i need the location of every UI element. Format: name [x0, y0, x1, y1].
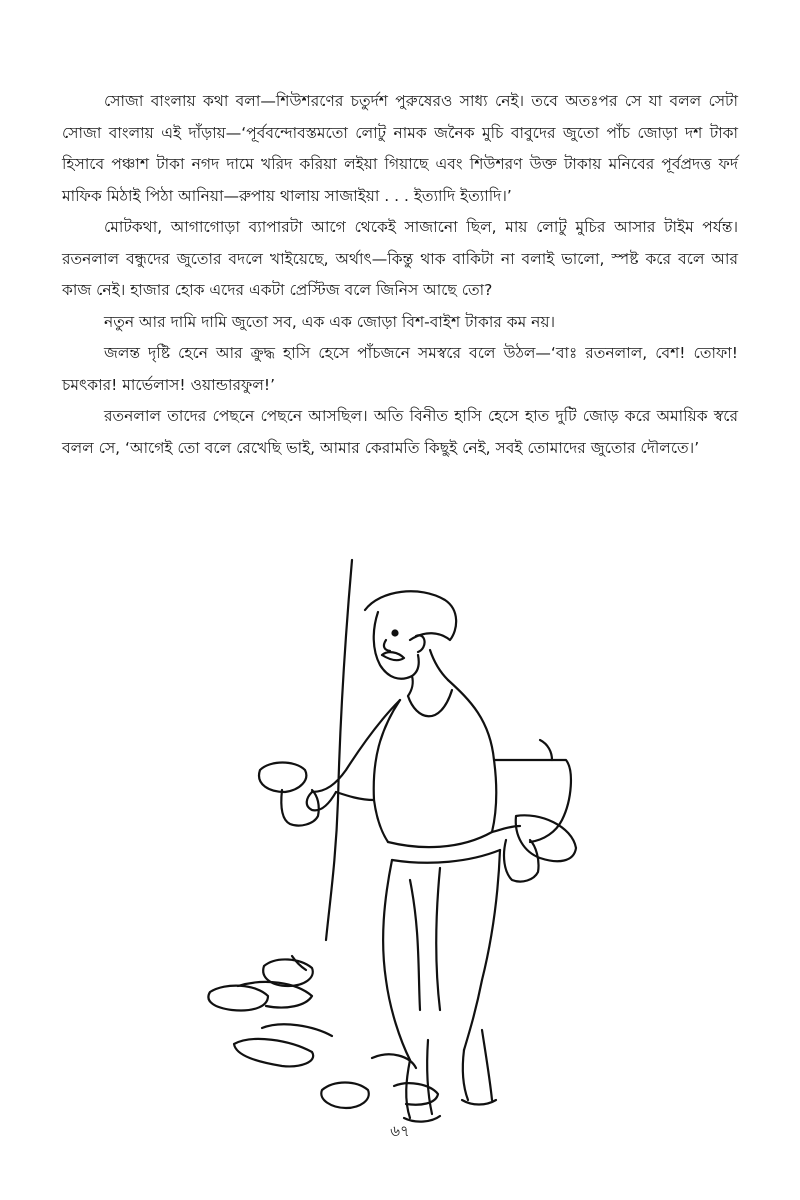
- arm-band: [540, 740, 552, 760]
- illustration-man-carrying-shoes: [180, 540, 620, 1150]
- right-arm: [494, 760, 571, 842]
- ear: [416, 635, 425, 652]
- shoe-right-2: [504, 840, 539, 882]
- foot-right: [462, 1100, 496, 1105]
- floor-shoe-7: [321, 1083, 368, 1109]
- paragraph-5: রতনলাল তাদের পেছনে পেছনে আসছিল। অতি বিনীত হাসি হেসে হাত দুটি জোড় করে অমায়িক স্বরে বলল সে, ‘আগেই তো বলে রেখেছি ভাই, আমার কেরামতি কিছুই নেই, সবই তোমাদের জুতোর দৌলতে।’: [62, 407, 738, 457]
- floor-shoe-9: [394, 1083, 438, 1105]
- shoe-left-2: [281, 790, 318, 826]
- dhoti-left: [383, 860, 410, 1060]
- vest-neck: [408, 690, 452, 716]
- eye: [393, 631, 398, 636]
- torso: [374, 680, 496, 842]
- dhoti-right: [464, 850, 500, 1050]
- floor-shoe-3: [208, 986, 268, 1011]
- paragraph-2: মোটকথা, আগাগোড়া ব্যাপারটা আগে থেকেই সাজানো ছিল, মায় লোটু মুচির আসার টাইম পর্যন্ত। রতনলাল বন্ধুদের জুতোর বদলে খাইয়েছে, অর্থাৎ—কিন্তু থাক বাকিটা না বলাই ভালো, স্পষ্ট করে বলে আর কাজ নেই। হাজার হোক এদের একটা প্রেস্টিজ বলে জিনিস আছে তো?: [62, 218, 738, 299]
- shoe-left-1: [259, 763, 306, 793]
- floor-shoe-5: [234, 1039, 313, 1066]
- left-hand: [307, 792, 336, 810]
- floor-shoe-6: [262, 1024, 332, 1036]
- dhoti-fold: [410, 868, 440, 1010]
- door-line: [326, 560, 352, 940]
- left-arm: [312, 700, 400, 800]
- paragraph-1: সোজা বাংলায় কথা বলা—শিউশরণের চতুর্দশ পুরুষেরও সাধ্য নেই। তবে অতঃপর সে যা বলল সেটা সোজা বাংলায় এই দাঁড়ায়—‘পূর্ববন্দোবস্তমতো লোটু নামক জনৈক মুচি বাবুদের জুতো পাঁচ জোড়া দশ টাকা হিসাবে পঞ্চাশ টাকা নগদ দামে খরিদ করিয়া লইয়া গিয়াছে এবং শিউশরণ উক্ত টাকায় মনিবের পূর্বপ্রদত্ত ফর্দ মাফিক মিঠাই পিঠা আনিয়া—রুপায় থালায় সাজাইয়া . . . ইত্যাদি ইত্যাদি।’: [62, 92, 738, 205]
- leg-left: [406, 1040, 432, 1118]
- shoe-right-1: [516, 815, 576, 861]
- face: [374, 612, 419, 679]
- body-text: [62, 86, 738, 464]
- hair: [365, 591, 456, 640]
- nose: [384, 640, 390, 651]
- paragraph-3: নতুন আর দামি দামি জুতো সব, এক এক জোড়া বিশ-বাইশ টাকার কম নয়।: [104, 312, 556, 331]
- page-number: ৬৭: [390, 1122, 410, 1140]
- mustache: [382, 652, 404, 660]
- paragraph-4: জলন্ত দৃষ্টি হেনে আর ক্রুদ্ধ হাসি হেসে পাঁচজনে সমস্বরে বলে উঠল—‘বাঃ রতনলাল, বেশ! তোফা! চমৎকার! মার্ভেলাস! ওয়ান্ডারফুল!’: [62, 344, 738, 394]
